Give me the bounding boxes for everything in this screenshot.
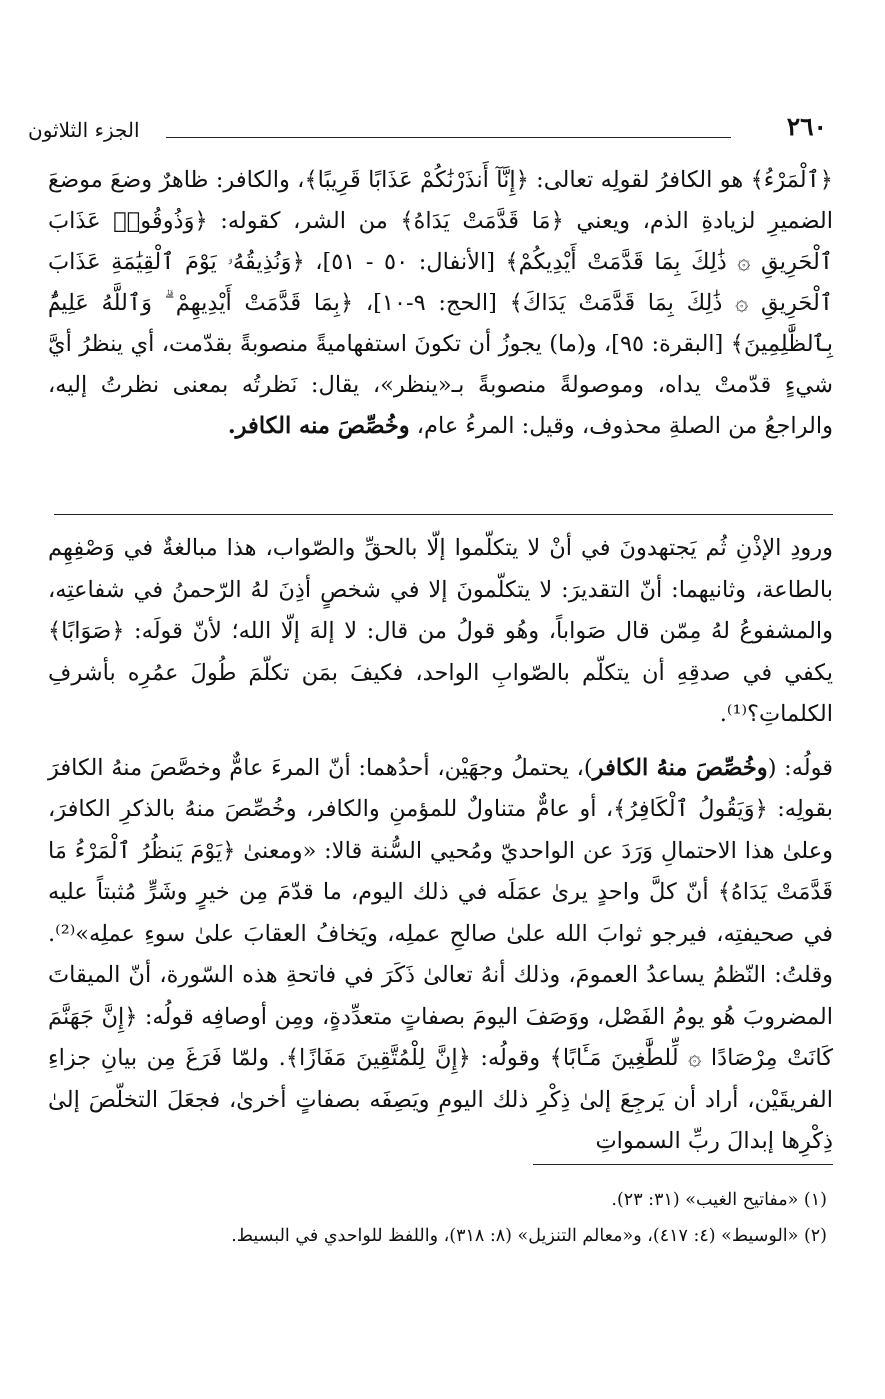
gloss-text [48,528,833,1175]
running-title: الجزء الثلاثون [28,118,140,142]
gloss-lead: قولُه: ( [767,754,834,781]
footnote-2: (٢) «الوسيط» (٤: ٤١٧)، و«معالم التنزيل» (٨: ٣١٨)، واللفظ للواحدي في البسيط. [231,1226,827,1246]
gloss-paragraph-1: ورودِ الإذْنِ ثُم يَجتهدونَ في أنْ لا يتكلّموا إلّا بالحقِّ والصّواب، هذا مبالغةٌ في وَصْفِهِم بالطاعة، وثانيهما: أنّ التقديرَ: لا يتكلّمونَ إلا في شخصٍ أذِنَ لهُ الرّحمنُ في شفاعتِه، والمشفوعُ لهُ مِمّن قال صَواباً، وهُو قولُ من قال: لا إلهَ إلّا الله؛ لأنّ قولَه: ﴿صَوَابًا﴾ يكفي في صدقِهِ أن يتكلّم بالصّوابِ الواحد، فكيفَ بمَن تكلّمَ طُولَ عمُرِه بأشرفِ الكلماتِ؟⁽¹⁾. [48,535,833,727]
commentary-bold-end: وخُصِّصَ منه الكافر. [227,413,410,439]
page-header [28,112,827,152]
footnote-divider [533,1164,833,1165]
commentary-paragraph [48,160,833,447]
section-divider [54,514,833,515]
footnote-1: (١) «مفاتيح الغيب» (٣١: ٢٣). [611,1190,827,1210]
gloss-quoted-phrase: وخُصِّصَ منهُ الكافر [592,754,768,781]
commentary-text [48,160,833,447]
gloss-paragraph-2 [48,748,833,1163]
page-number: ٢٦٠ [786,112,827,141]
commentary-body: ﴿ٱلْمَرْءُ﴾ هو الكافرُ لقولِه تعالى: ﴿إِنَّآ أَنذَرْنَٰكُمْ عَذَابًا قَرِيبًا﴾، والكافر: ظاهرٌ وضعَ موضعَ الضميرِ لزيادةِ الذم، ويعني ﴿مَا قَدَّمَتْ يَدَاهُ﴾ من الشر، كقوله: ﴿وَذُوقُوا۟ عَذَابَ ٱلْحَرِيقِ ۞ ذَٰلِكَ بِمَا قَدَّمَتْ أَيْدِيكُمْ﴾ [الأنفال: ٥٠ - ٥١]، ﴿وَنُذِيقُهُۥ يَوْمَ ٱلْقِيَٰمَةِ عَذَابَ ٱلْحَرِيقِ ۞ ذَٰلِكَ بِمَا قَدَّمَتْ يَدَاكَ﴾ [الحج: ٩-١٠]، ﴿بِمَا قَدَّمَتْ أَيْدِيهِمْ ۗ وَٱللَّهُ عَلِيمٌۢ بِٱلظَّٰلِمِينَ﴾ [البقرة: ٩٥]، و(ما) يجوزُ أن تكونَ استفهاميةً منصوبةً بقدّمت، أي ينظرُ أيَّ شيءٍ قدّمتْ يداه، وموصولةً منصوبةً بـ«ينظر»، يقال: نَظرتُه بمعنى نظرتُ إليه، والراجعُ من الصلةِ محذوف، وقيل: المرءُ عام، [48,167,833,439]
header-rule [166,137,731,138]
footnotes [48,1182,827,1254]
gloss-body: )، يحتملُ وجهَيْن، أحدُهما: أنّ المرءَ عامٌّ وخصَّصَ منهُ الكافرَ بقولِه: ﴿وَيَقُولُ ٱلْكَافِرُ﴾، أو عامٌّ متناولٌ للمؤمنِ والكافر، وخُصِّصَ منهُ بالذكرِ الكافرَ، وعلىٰ هذا الاحتمالِ وَرَدَ عن الواحديّ ومُحيي السُّنة قالا: «ومعنىٰ ﴿يَوْمَ يَنظُرُ ٱلْمَرْءُ مَا قَدَّمَتْ يَدَاهُ﴾ أنّ كلَّ واحدٍ يرىٰ عمَلَه في ذلك اليوم، ما قدّمَ مِن خيرٍ وشَرٍّ مُثبتاً عليه في صحيفتِه، فيرجو ثوابَ الله علىٰ صالحِ عملِه، ويَخافُ العقابَ علىٰ سوءِ عملِه»⁽²⁾. وقلتُ: النّظمُ يساعدُ العمومَ، وذلك أنهُ تعالىٰ ذَكَرَ في فاتحةِ هذه السّورة، أنّ الميقاتَ المضروبَ هُو يومُ الفَصْل، ووَصَفَ اليومَ بصفاتٍ متعدِّدةٍ، ومِن أوصافِه قولُه: ﴿إِنَّ جَهَنَّمَ كَانَتْ مِرْصَادًا ۞ لِّلطَّٰغِينَ مَـَٔابًا﴾ وقولُه: ﴿إِنَّ لِلْمُتَّقِينَ مَفَازًا﴾. ولمّا فَرَغَ مِن بيانِ جزاءِ الفريقَيْن، أراد أن يَرجِعَ إلىٰ ذِكْرِ ذلك اليومِ ويَصِفَه بصفاتٍ أخرىٰ، فجعَلَ التخلّصَ إلىٰ ذِكْرِها إبدالَ ربِّ السمواتِ [48,754,833,1154]
